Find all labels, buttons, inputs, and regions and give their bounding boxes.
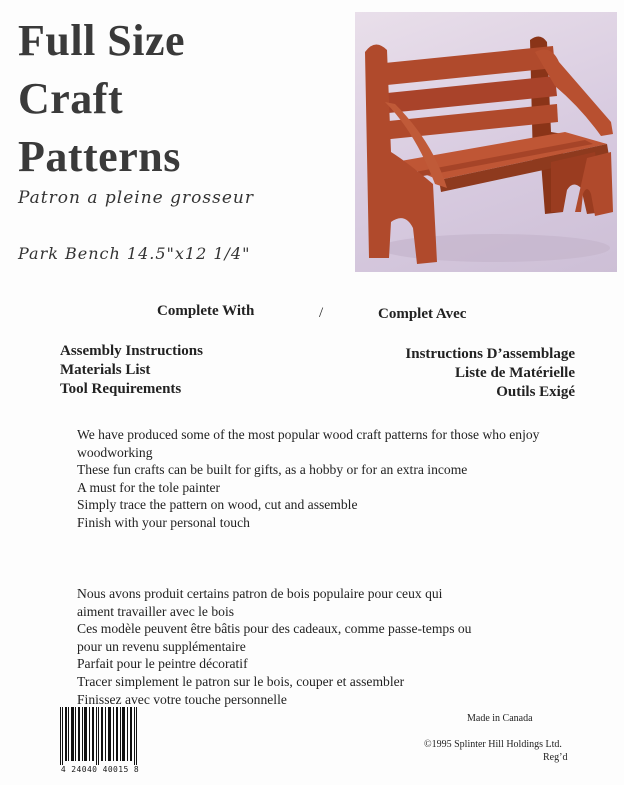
description-line: A must for the tole painter xyxy=(77,479,221,495)
title-line-2: Craft xyxy=(18,74,124,123)
feature-item: Materials List xyxy=(60,362,151,378)
features-english xyxy=(60,342,203,399)
description-french xyxy=(77,585,471,708)
description-line: Parfait pour le peintre décoratif xyxy=(77,656,248,672)
feature-item: Instructions D’assemblage xyxy=(405,346,575,362)
made-in-canada: Made in Canada xyxy=(467,713,533,724)
complet-avec-heading: Complet Avec xyxy=(378,306,467,322)
feature-item: Tool Requirements xyxy=(60,381,182,397)
barcode-number: 4 24040 40015 8 xyxy=(60,765,140,774)
registered: Reg’d xyxy=(543,752,568,763)
title-line-1: Full Size xyxy=(18,16,186,65)
description-line: We have produced some of the most popular wood craft patterns for those who enjoy xyxy=(77,427,540,442)
title-line-3: Patterns xyxy=(18,132,181,181)
park-bench-illustration xyxy=(355,12,617,272)
feature-item: Outils Exigé xyxy=(496,384,575,400)
description-line: pour un revenu supplémentaire xyxy=(77,638,246,654)
heading-separator: / xyxy=(319,305,324,321)
description-line: Tracer simplement le patron sur le bois, couper et assembler xyxy=(77,673,405,689)
description-line: woodworking xyxy=(77,444,153,460)
description-line: Finissez avec votre touche personnelle xyxy=(77,691,287,707)
description-line: Nous avons produit certains patron de bois populaire pour ceux qui xyxy=(77,586,443,601)
description-line: Finish with your personal touch xyxy=(77,514,250,530)
description-line: aiment travailler avec le bois xyxy=(77,603,235,619)
description-line: These fun crafts can be built for gifts, as a hobby or for an extra income xyxy=(77,462,468,478)
park-bench-photo xyxy=(355,12,617,272)
description-line: Simply trace the pattern on wood, cut and assemble xyxy=(77,497,358,513)
copyright: ©1995 Splinter Hill Holdings Ltd. xyxy=(424,739,562,750)
subtitle-french: Patron a pleine grosseur xyxy=(18,188,254,208)
description-english xyxy=(77,426,539,532)
features-french xyxy=(405,345,575,402)
feature-item: Liste de Matérielle xyxy=(455,365,575,381)
feature-item: Assembly Instructions xyxy=(60,343,203,359)
product-name: Park Bench 14.5"x12 1/4" xyxy=(18,244,251,263)
barcode xyxy=(58,707,142,769)
description-line: Ces modèle peuvent être bâtis pour des cadeaux, comme passe-temps ou xyxy=(77,621,472,637)
complete-with-heading: Complete With xyxy=(157,303,255,319)
